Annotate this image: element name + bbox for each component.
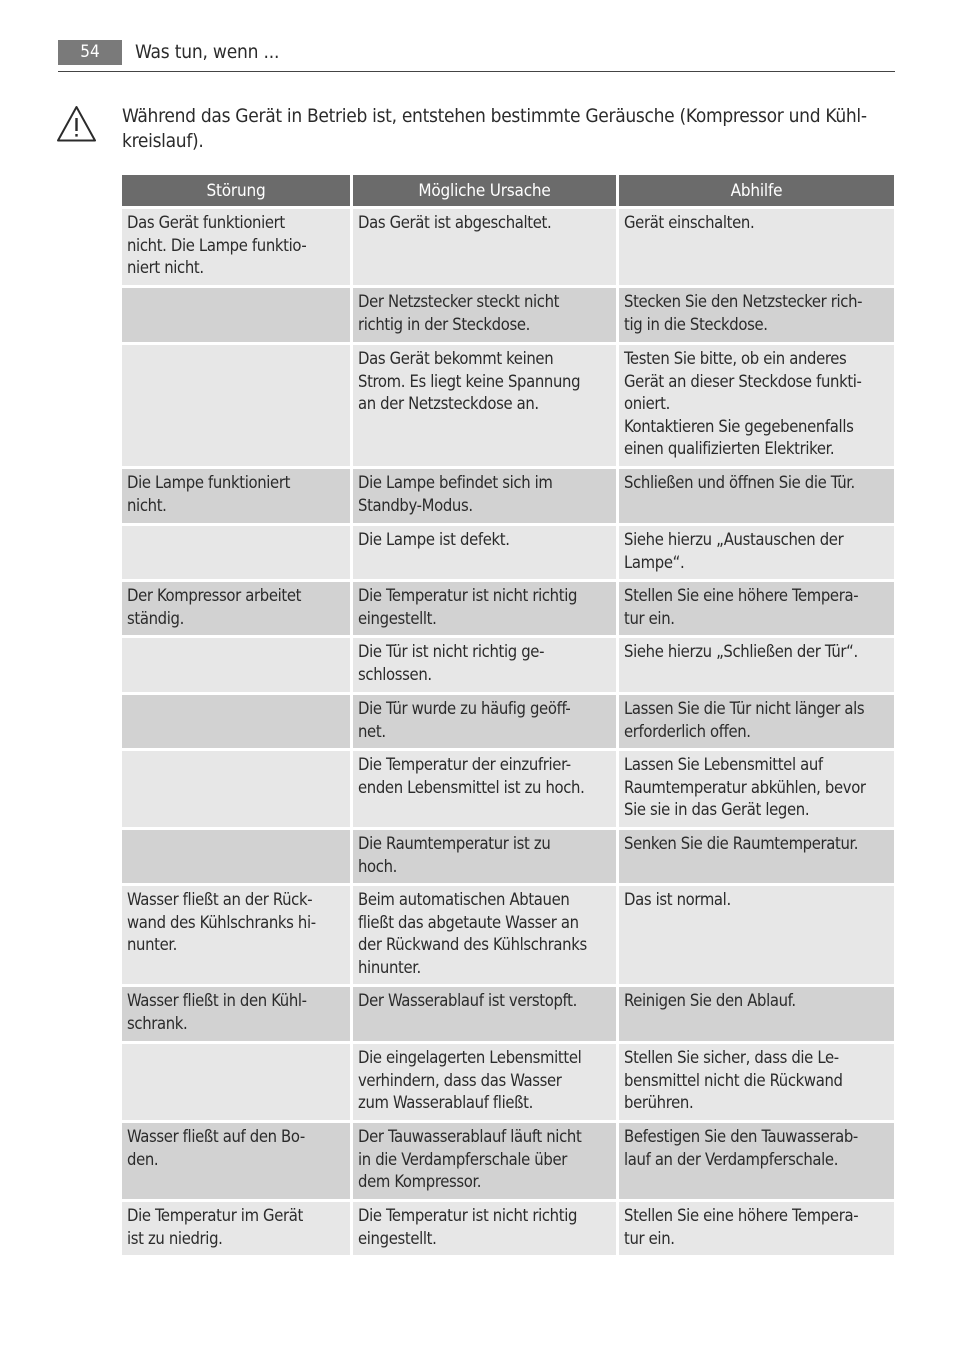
table-row — [122, 751, 894, 830]
warning-text: Während das Gerät in Betrieb ist, entstehen bestimmte Geräusche (Kompressor und Kühl- kreislauf). — [122, 105, 867, 152]
cause-cell — [353, 695, 619, 751]
cause-cell — [353, 526, 619, 582]
table-row — [122, 695, 894, 751]
problem-cell — [122, 987, 353, 1044]
table-row — [122, 987, 894, 1044]
cause-cell-text: Der Wasserablauf ist verstopft. — [358, 991, 577, 1010]
cause-cell-text: Die eingelagerten Lebensmittel verhindern, dass das Wasser zum Wasserablauf fließt. — [358, 1048, 582, 1112]
cause-cell — [353, 1044, 619, 1123]
remedy-cell — [619, 288, 894, 345]
column-header-ursache: Mögliche Ursache — [353, 175, 619, 209]
table-row — [122, 886, 894, 987]
cause-cell-text: Die Lampe befindet sich im Standby-Modus. — [358, 473, 553, 515]
remedy-cell-text: Reinigen Sie den Ablauf. — [624, 991, 796, 1010]
column-header-abhilfe: Abhilfe — [619, 175, 894, 209]
problem-cell-text: Wasser fließt auf den Bo- den. — [127, 1127, 305, 1169]
problem-cell — [122, 886, 353, 987]
cause-cell-text: Das Gerät ist abgeschaltet. — [358, 213, 552, 232]
problem-cell — [122, 751, 353, 830]
cause-cell — [353, 345, 619, 469]
page-number: 54 — [58, 40, 122, 65]
table-row — [122, 288, 894, 345]
cause-cell — [353, 830, 619, 886]
remedy-cell — [619, 345, 894, 469]
table-row — [122, 209, 894, 288]
table-row — [122, 830, 894, 886]
cause-cell-text: Die Raumtemperatur ist zu hoch. — [358, 834, 551, 876]
remedy-cell-text: Schließen und öffnen Sie die Tür. — [624, 473, 855, 492]
remedy-cell — [619, 1202, 894, 1258]
remedy-cell — [619, 1123, 894, 1202]
cause-cell-text: Die Lampe ist defekt. — [358, 530, 510, 549]
problem-cell-text: Der Kompressor arbeitet ständig. — [127, 586, 302, 628]
cause-cell — [353, 288, 619, 345]
table-row — [122, 1123, 894, 1202]
table-row — [122, 582, 894, 638]
problem-cell — [122, 1202, 353, 1258]
problem-cell — [122, 830, 353, 886]
table-row — [122, 345, 894, 469]
remedy-cell — [619, 209, 894, 288]
page-header — [58, 40, 895, 72]
table-header-row — [122, 175, 894, 209]
remedy-cell-text: Senken Sie die Raumtemperatur. — [624, 834, 859, 853]
problem-cell — [122, 469, 353, 526]
remedy-cell — [619, 751, 894, 830]
troubleshooting-table — [122, 175, 894, 1258]
problem-cell — [122, 288, 353, 345]
warning-triangle-icon — [56, 105, 97, 143]
cause-cell-text: Beim automatischen Abtauen fließt das abgetaute Wasser an der Rückwand des Kühlschranks hinunter. — [358, 890, 587, 977]
cause-cell-text: Die Temperatur ist nicht richtig eingestellt. — [358, 586, 578, 628]
cause-cell-text: Der Tauwasserablauf läuft nicht in die Verdampferschale über dem Kompressor. — [358, 1127, 582, 1191]
problem-cell — [122, 638, 353, 695]
problem-cell — [122, 209, 353, 288]
remedy-cell-text: Stellen Sie sicher, dass die Le- bensmittel nicht die Rückwand berühren. — [624, 1048, 843, 1112]
remedy-cell-text: Siehe hierzu „Schließen der Tür“. — [624, 642, 858, 661]
problem-cell — [122, 1123, 353, 1202]
cause-cell — [353, 1202, 619, 1258]
cause-cell — [353, 987, 619, 1044]
problem-cell — [122, 695, 353, 751]
cause-cell-text: Die Temperatur der einzufrier- enden Lebensmittel ist zu hoch. — [358, 755, 585, 797]
cause-cell-text: Die Temperatur ist nicht richtig eingestellt. — [358, 1206, 578, 1248]
problem-cell-text: Wasser fließt an der Rück- wand des Kühlschranks hi- nunter. — [127, 890, 316, 954]
remedy-cell — [619, 830, 894, 886]
cause-cell — [353, 469, 619, 526]
column-header-stoerung: Störung — [122, 175, 353, 209]
cause-cell-text: Die Tür ist nicht richtig ge- schlossen. — [358, 642, 545, 684]
problem-cell — [122, 1044, 353, 1123]
table-row — [122, 1202, 894, 1258]
table-row — [122, 638, 894, 695]
remedy-cell — [619, 638, 894, 695]
cause-cell — [353, 638, 619, 695]
remedy-cell-text: Testen Sie bitte, ob ein anderes Gerät an dieser Steckdose funkti- oniert. Kontaktieren Sie gegebenenfalls einen qualifizierten Elektriker. — [624, 349, 862, 458]
cause-cell — [353, 1123, 619, 1202]
problem-cell-text: Wasser fließt in den Kühl- schrank. — [127, 991, 307, 1033]
remedy-cell — [619, 526, 894, 582]
remedy-cell-text: Lassen Sie die Tür nicht länger als erforderlich offen. — [624, 699, 865, 741]
cause-cell-text: Der Netzstecker steckt nicht richtig in der Steckdose. — [358, 292, 560, 334]
remedy-cell — [619, 582, 894, 638]
problem-cell — [122, 582, 353, 638]
remedy-cell-text: Befestigen Sie den Tauwasserab- lauf an der Verdampferschale. — [624, 1127, 858, 1169]
problem-cell-text: Die Lampe funktioniert nicht. — [127, 473, 291, 515]
remedy-cell-text: Gerät einschalten. — [624, 213, 755, 232]
remedy-cell — [619, 1044, 894, 1123]
remedy-cell — [619, 469, 894, 526]
remedy-cell-text: Stecken Sie den Netzstecker rich- tig in die Steckdose. — [624, 292, 863, 334]
remedy-cell — [619, 987, 894, 1044]
remedy-cell — [619, 886, 894, 987]
cause-cell — [353, 209, 619, 288]
table-row — [122, 1044, 894, 1123]
remedy-cell-text: Stellen Sie eine höhere Tempera- tur ein. — [624, 586, 859, 628]
running-title: Was tun, wenn ... — [135, 41, 280, 63]
cause-cell — [353, 751, 619, 830]
cause-cell-text: Das Gerät bekommt keinen Strom. Es liegt keine Spannung an der Netzsteckdose an. — [358, 349, 581, 413]
cause-cell — [353, 582, 619, 638]
cause-cell — [353, 886, 619, 987]
remedy-cell-text: Stellen Sie eine höhere Tempera- tur ein. — [624, 1206, 859, 1248]
cause-cell-text: Die Tür wurde zu häufig geöff- net. — [358, 699, 571, 741]
remedy-cell-text: Das ist normal. — [624, 890, 731, 909]
problem-cell-text: Die Temperatur im Gerät ist zu niedrig. — [127, 1206, 303, 1248]
problem-cell-text: Das Gerät funktioniert nicht. Die Lampe funktio- niert nicht. — [127, 213, 307, 277]
remedy-cell — [619, 695, 894, 751]
remedy-cell-text: Lassen Sie Lebensmittel auf Raumtemperatur abkühlen, bevor Sie sie in das Gerät legen. — [624, 755, 866, 819]
table-row — [122, 526, 894, 582]
remedy-cell-text: Siehe hierzu „Austauschen der Lampe“. — [624, 530, 844, 572]
problem-cell — [122, 345, 353, 469]
table-row — [122, 469, 894, 526]
problem-cell — [122, 526, 353, 582]
